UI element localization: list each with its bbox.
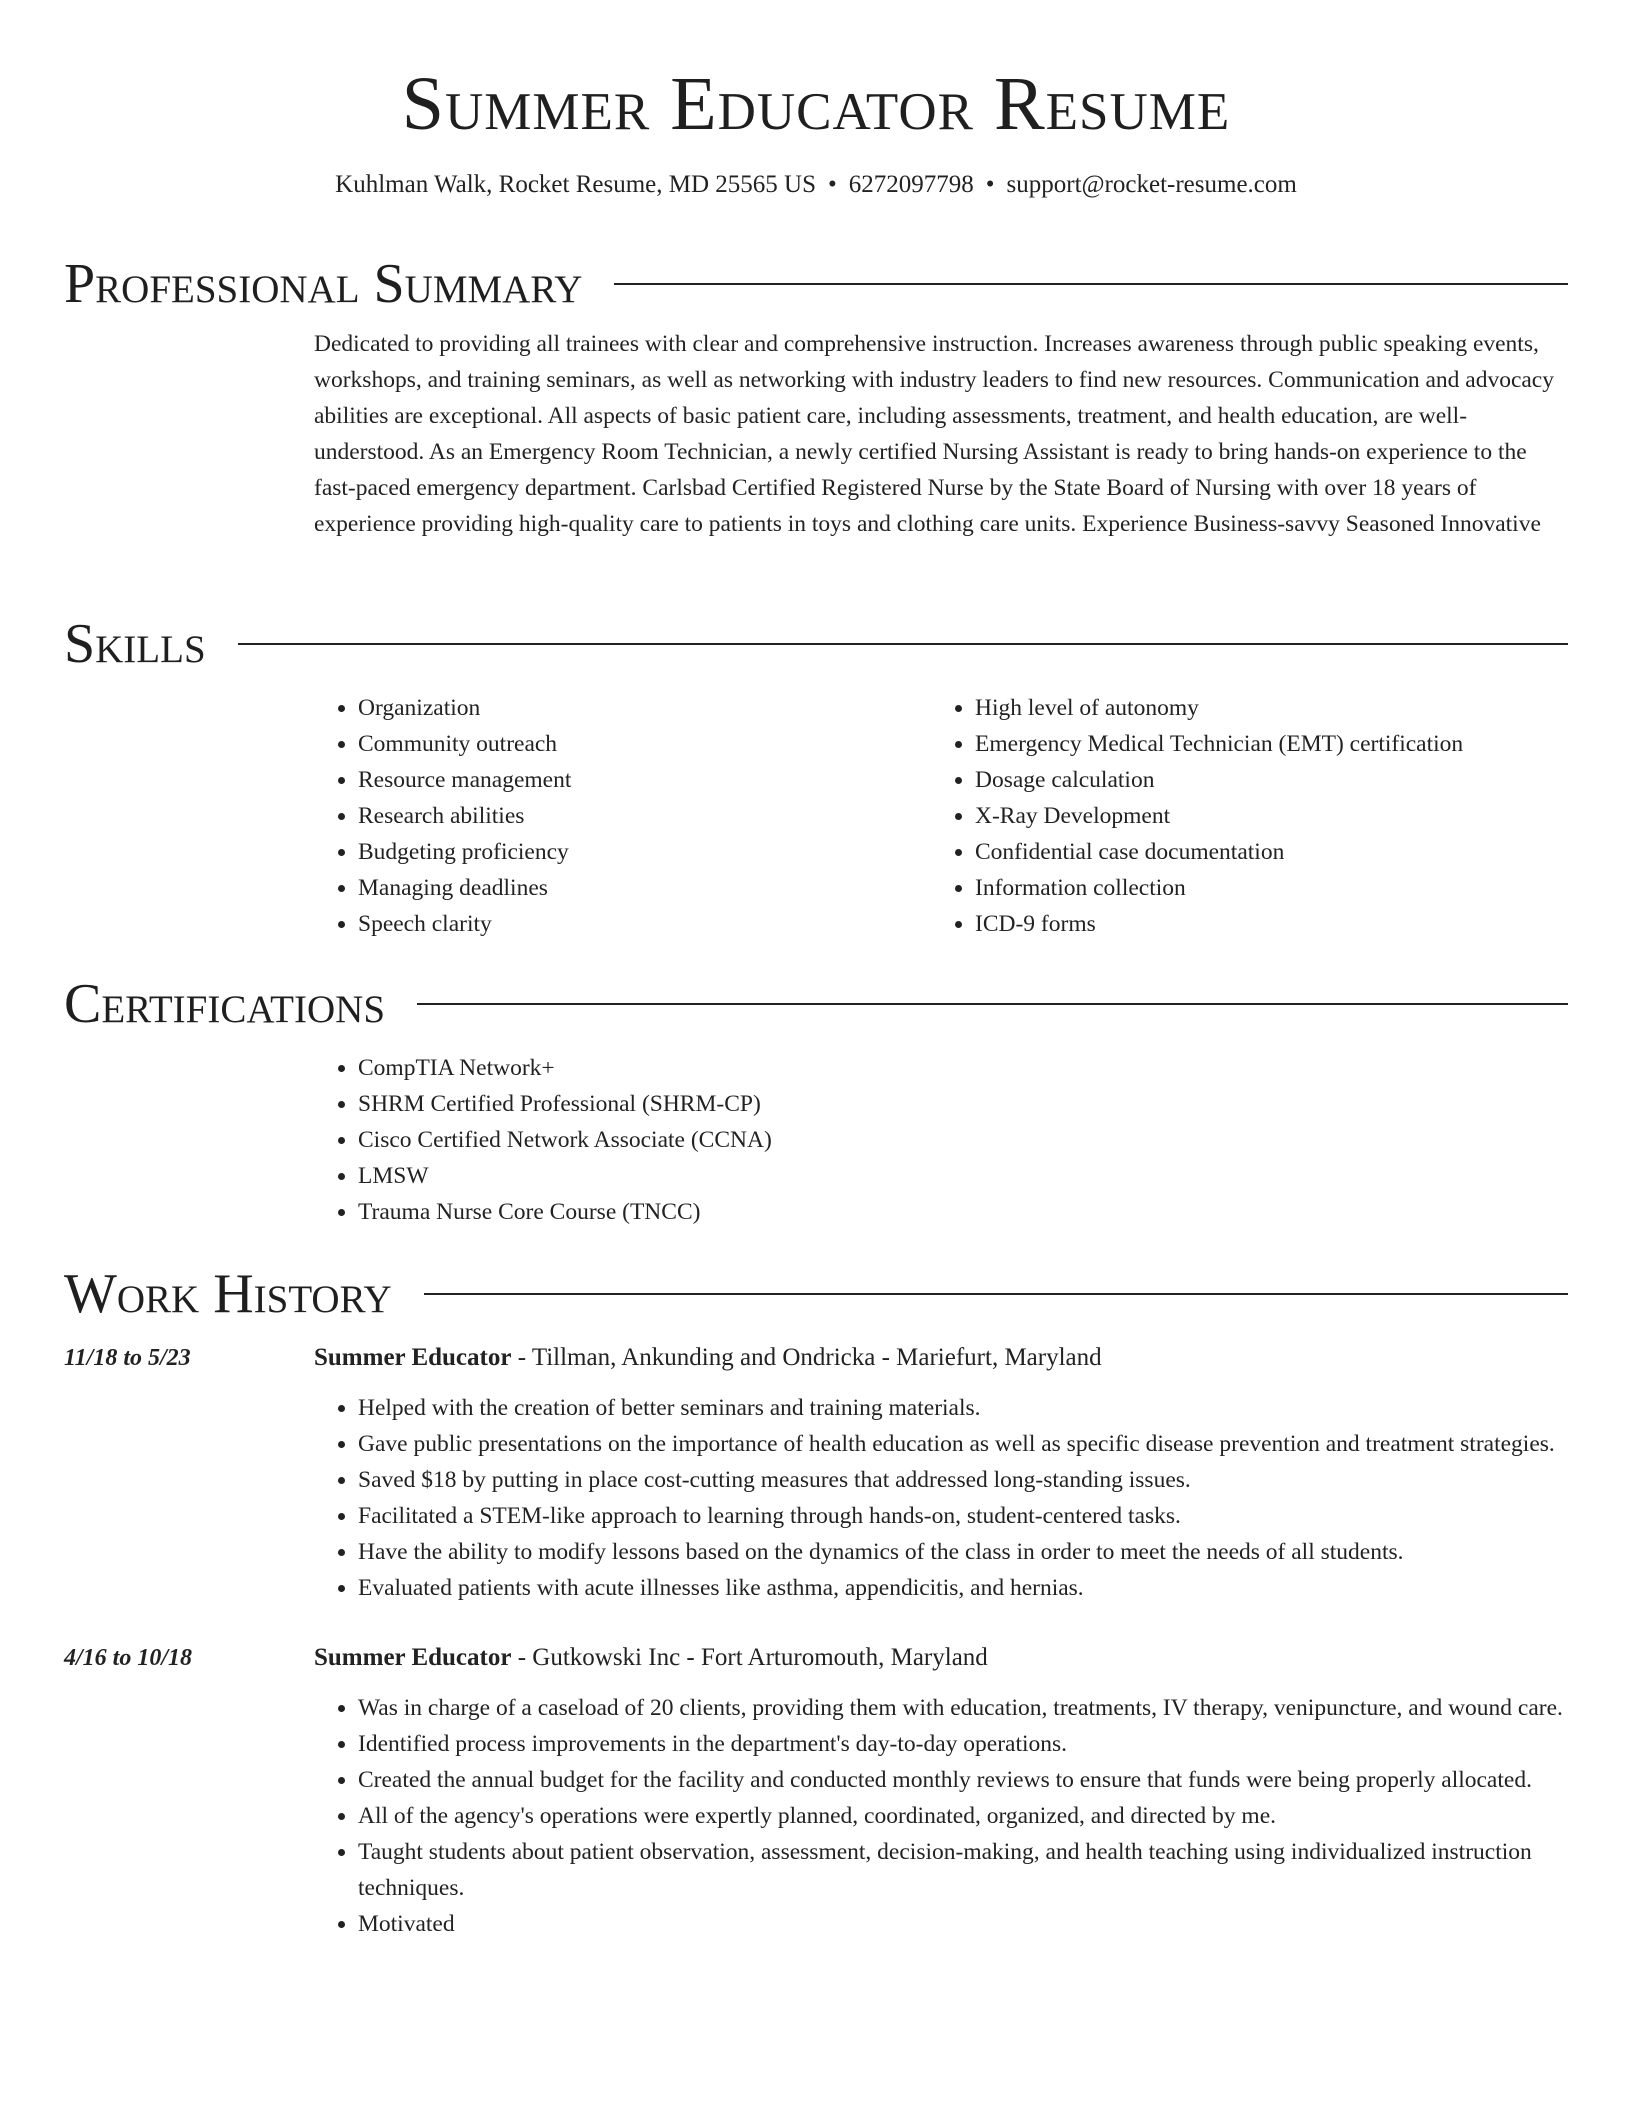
job-bullet: • Created the annual budget for the facility and conducted monthly reviews to ensure that funds were being properly allocated. xyxy=(358,1762,1568,1798)
certifications-section xyxy=(64,972,1568,1230)
skill-item: • Emergency Medical Technician (EMT) certification xyxy=(975,726,1548,762)
skills-list-right xyxy=(931,690,1548,942)
job-bullet: • Saved $18 by putting in place cost-cutting measures that addressed long-standing issues. xyxy=(358,1462,1568,1498)
certifications-body xyxy=(314,1050,1568,1230)
skills-header xyxy=(64,612,1568,676)
job-dates: 4/16 to 10/18 xyxy=(64,1645,193,1671)
section-divider xyxy=(238,643,1568,645)
work-history-heading: Work History xyxy=(64,1263,392,1325)
contact-address: Kuhlman Walk, Rocket Resume, MD 25565 US xyxy=(335,171,816,198)
job-employer: - Tillman, Ankunding and Ondricka - Mariefurt, Maryland xyxy=(511,1344,1102,1371)
skill-item: • Budgeting proficiency xyxy=(358,834,931,870)
job-bullets xyxy=(314,1390,1568,1606)
work-history-header xyxy=(64,1262,1568,1326)
skill-item: • ICD-9 forms xyxy=(975,906,1548,942)
job-bullet: • Motivated xyxy=(358,1906,1568,1942)
summary-text: Dedicated to providing all trainees with clear and comprehensive instruction. Increases awareness through public speaking events, workshops, and training seminars, as well as networking with industry leaders to find new resources. Communication and advocacy abilities are exceptional. All aspects of basic patient care, including assessments, treatment, and health education, are well-understood. As an Emergency Room Technician, a newly certified Nursing Assistant is ready to bring hands-on experience to the fast-paced emergency department. Carlsbad Certified Registered Nurse by the State Board of Nursing with over 18 years of experience providing high-quality care to patients in toys and clothing care units. Experience Business-savvy Seasoned Innovative xyxy=(314,331,1554,537)
skill-item: • X-Ray Development xyxy=(975,798,1548,834)
certification-item: • CompTIA Network+ xyxy=(358,1050,1568,1086)
job-body xyxy=(314,1640,1568,1942)
skill-item: • Research abilities xyxy=(358,798,931,834)
skills-heading: Skills xyxy=(64,613,206,675)
certification-item: • Cisco Certified Network Associate (CCNA) xyxy=(358,1122,1568,1158)
summary-header xyxy=(64,252,1568,316)
job-employer: - Gutkowski Inc - Fort Arturomouth, Maryland xyxy=(511,1644,988,1671)
job-dates: 11/18 to 5/23 xyxy=(64,1345,191,1371)
skill-item: • Resource management xyxy=(358,762,931,798)
skill-item: • High level of autonomy xyxy=(975,690,1548,726)
certification-item: • Trauma Nurse Core Course (TNCC) xyxy=(358,1194,1568,1230)
certifications-header xyxy=(64,972,1568,1036)
contact-separator: • xyxy=(985,171,995,198)
job-role: Summer Educator xyxy=(314,1644,512,1671)
certification-item: • LMSW xyxy=(358,1158,1568,1194)
contact-separator: • xyxy=(828,171,837,198)
resume-page xyxy=(64,0,1568,1937)
job-bullet: • Helped with the creation of better seminars and training materials. xyxy=(358,1390,1568,1426)
skills-section xyxy=(64,612,1568,942)
job-bullet: • Facilitated a STEM-like approach to learning through hands-on, student-centered tasks. xyxy=(358,1498,1568,1534)
job-bullet: • Gave public presentations on the importance of health education as well as specific disease prevention and treatment strategies. xyxy=(358,1426,1568,1462)
skill-item: • Dosage calculation xyxy=(975,762,1548,798)
job-role: Summer Educator xyxy=(314,1344,512,1371)
summary-heading: Professional Summary xyxy=(64,253,583,315)
section-divider xyxy=(417,1003,1568,1005)
summary-section xyxy=(64,252,1568,542)
skills-column-right xyxy=(931,690,1548,942)
contact-email: support@rocket-resume.com xyxy=(1006,171,1297,198)
job-bullet: • Taught students about patient observation, assessment, decision-making, and health teaching using individualized instruction techniques. xyxy=(358,1834,1568,1906)
skill-item: • Organization xyxy=(358,690,931,726)
job-title-line xyxy=(314,1640,1568,1676)
contact-line xyxy=(64,170,1568,200)
job-body xyxy=(314,1340,1568,1606)
work-history-section xyxy=(64,1262,1568,1942)
job-bullet: • Was in charge of a caseload of 20 clients, providing them with education, treatments, IV therapy, venipuncture, and wound care. xyxy=(358,1690,1568,1726)
job-entry xyxy=(64,1640,1568,1942)
certification-item: • SHRM Certified Professional (SHRM-CP) xyxy=(358,1086,1568,1122)
certifications-list xyxy=(314,1050,1568,1230)
skill-item: • Community outreach xyxy=(358,726,931,762)
job-entry xyxy=(64,1340,1568,1606)
skill-item: • Managing deadlines xyxy=(358,870,931,906)
skill-item: • Confidential case documentation xyxy=(975,834,1548,870)
skills-grid xyxy=(314,690,1568,942)
job-bullet: • All of the agency's operations were expertly planned, coordinated, organized, and directed by me. xyxy=(358,1798,1568,1834)
job-bullet: • Identified process improvements in the department's day-to-day operations. xyxy=(358,1726,1568,1762)
job-bullet: • Have the ability to modify lessons based on the dynamics of the class in order to meet the needs of all students. xyxy=(358,1534,1568,1570)
section-divider xyxy=(424,1293,1568,1295)
job-bullets xyxy=(314,1690,1568,1942)
job-bullet: • Evaluated patients with acute illnesses like asthma, appendicitis, and hernias. xyxy=(358,1570,1568,1606)
resume-title: Summer Educator Resume xyxy=(401,62,1231,146)
skill-item: • Information collection xyxy=(975,870,1548,906)
contact-phone: 6272097798 xyxy=(848,171,974,198)
skill-item: • Speech clarity xyxy=(358,906,931,942)
job-title-line xyxy=(314,1340,1568,1376)
section-divider xyxy=(614,283,1568,285)
certifications-heading: Certifications xyxy=(64,973,386,1035)
skills-column-left xyxy=(314,690,931,942)
skills-list-left xyxy=(314,690,931,942)
